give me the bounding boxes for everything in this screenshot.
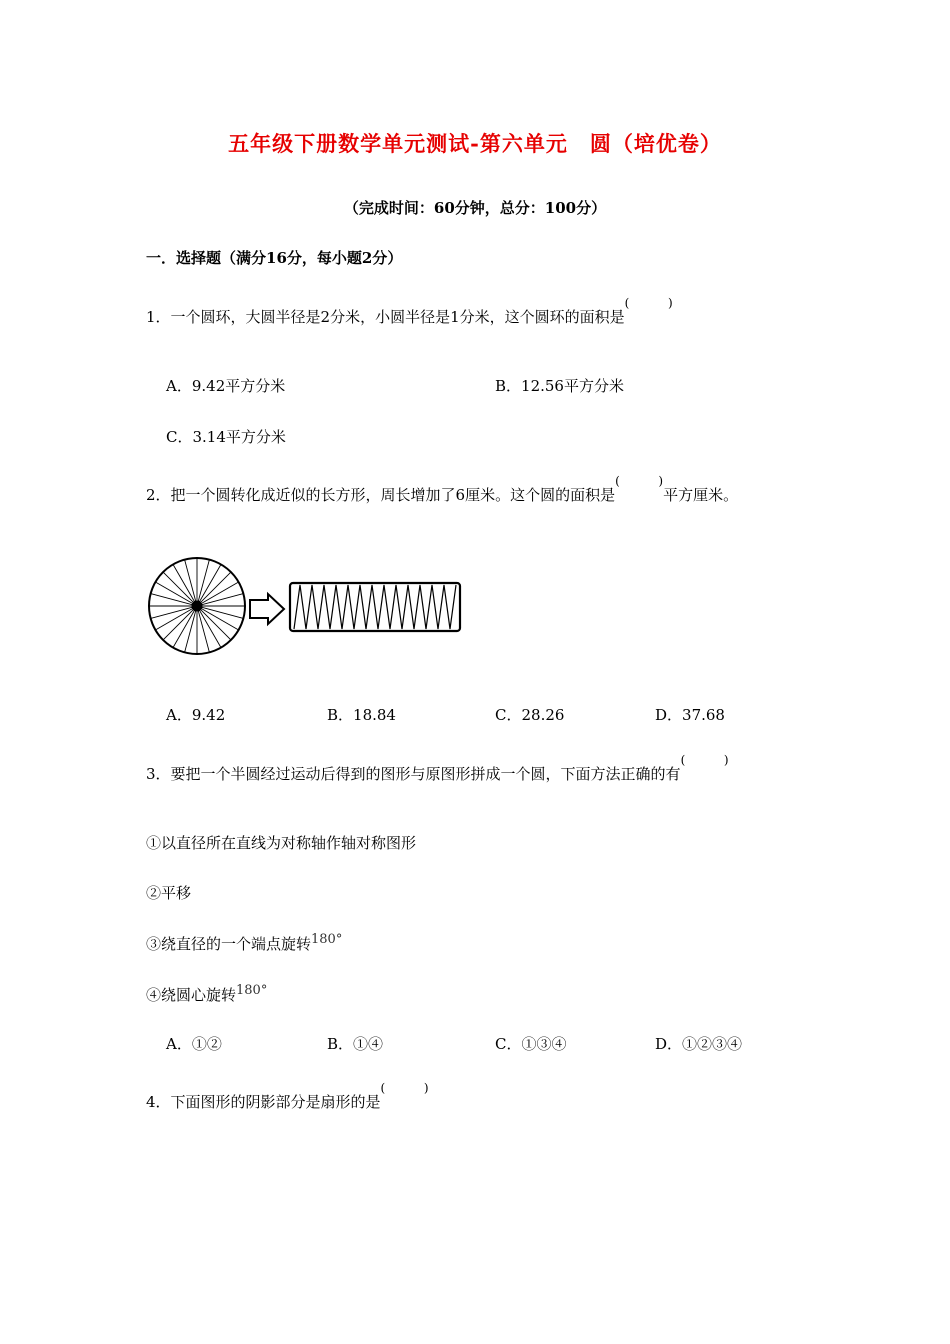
question-1-text: 1．一个圆环，大圆半径是2分米，小圆半径是1分米，这个圆环的面积是: [146, 308, 625, 326]
question-3-text: 3．要把一个半圆经过运动后得到的图形与原图形拼成一个圆，下面方法正确的有: [146, 765, 681, 783]
question-4-text: 4．下面图形的阴影部分是扇形的是: [146, 1093, 381, 1111]
question-3-option-b[interactable]: B．①④: [327, 1035, 384, 1053]
sector-circle-shape: [149, 558, 245, 654]
question-3-option-a[interactable]: A．①②: [166, 1035, 222, 1053]
answer-blank-2[interactable]: [615, 474, 664, 504]
method-4: [146, 983, 267, 1005]
paren-close: ): [423, 1081, 429, 1095]
paren-open: (: [680, 753, 686, 767]
question-2-text: 2．把一个圆转化成近似的长方形，周长增加了6厘米。这个圆的面积是: [146, 486, 616, 504]
question-3-stem: [146, 753, 729, 784]
method-3-text: ③绕直径的一个端点旋转: [146, 935, 312, 953]
zigzag-rectangle-shape: [290, 583, 460, 631]
paren-open: (: [624, 296, 630, 310]
page-subtitle: （完成时间：60分钟，总分：100分）: [343, 199, 607, 217]
section-heading: 一．选择题（满分16分，每小题2分）: [146, 249, 403, 267]
question-2-option-d[interactable]: D．37.68: [655, 706, 725, 724]
question-1-option-b[interactable]: B．12.56平方分米: [495, 377, 624, 395]
method-1: ①以直径所在直线为对称轴作轴对称图形: [146, 834, 417, 852]
answer-blank-3[interactable]: [680, 753, 729, 783]
degree-value: 180°: [311, 932, 343, 947]
answer-blank-1[interactable]: [624, 296, 673, 326]
answer-blank-4[interactable]: [380, 1081, 429, 1111]
method-4-text: ④绕圆心旋转: [146, 986, 237, 1004]
question-2-option-b[interactable]: B．18.84: [327, 706, 396, 724]
question-1-option-c[interactable]: C．3.14平方分米: [166, 428, 286, 446]
circle-to-rectangle-figure: [146, 554, 466, 668]
question-2-option-a[interactable]: A．9.42: [166, 706, 226, 724]
question-1-stem: [146, 296, 673, 327]
question-3-option-d[interactable]: D．①②③④: [655, 1035, 743, 1053]
method-2: ②平移: [146, 884, 192, 902]
paren-close: ): [667, 296, 673, 310]
paren-open: (: [380, 1081, 386, 1095]
question-1-option-a[interactable]: A．9.42平方分米: [166, 377, 286, 395]
question-2-stem: [146, 474, 739, 505]
question-2-unit: 平方厘米。: [663, 486, 739, 504]
arrow-right-icon: [250, 594, 284, 624]
question-4-stem: [146, 1081, 429, 1112]
paren-close: ): [723, 753, 729, 767]
paren-close: ): [658, 474, 664, 488]
question-3-option-c[interactable]: C．①③④: [495, 1035, 567, 1053]
question-2-option-c[interactable]: C．28.26: [495, 706, 565, 724]
paren-open: (: [615, 474, 620, 488]
circle-rectangle-diagram: [146, 554, 466, 664]
page-title: 五年级下册数学单元测试-第六单元 圆（培优卷）: [228, 131, 722, 156]
method-3: [146, 932, 342, 954]
degree-value: 180°: [236, 983, 268, 998]
